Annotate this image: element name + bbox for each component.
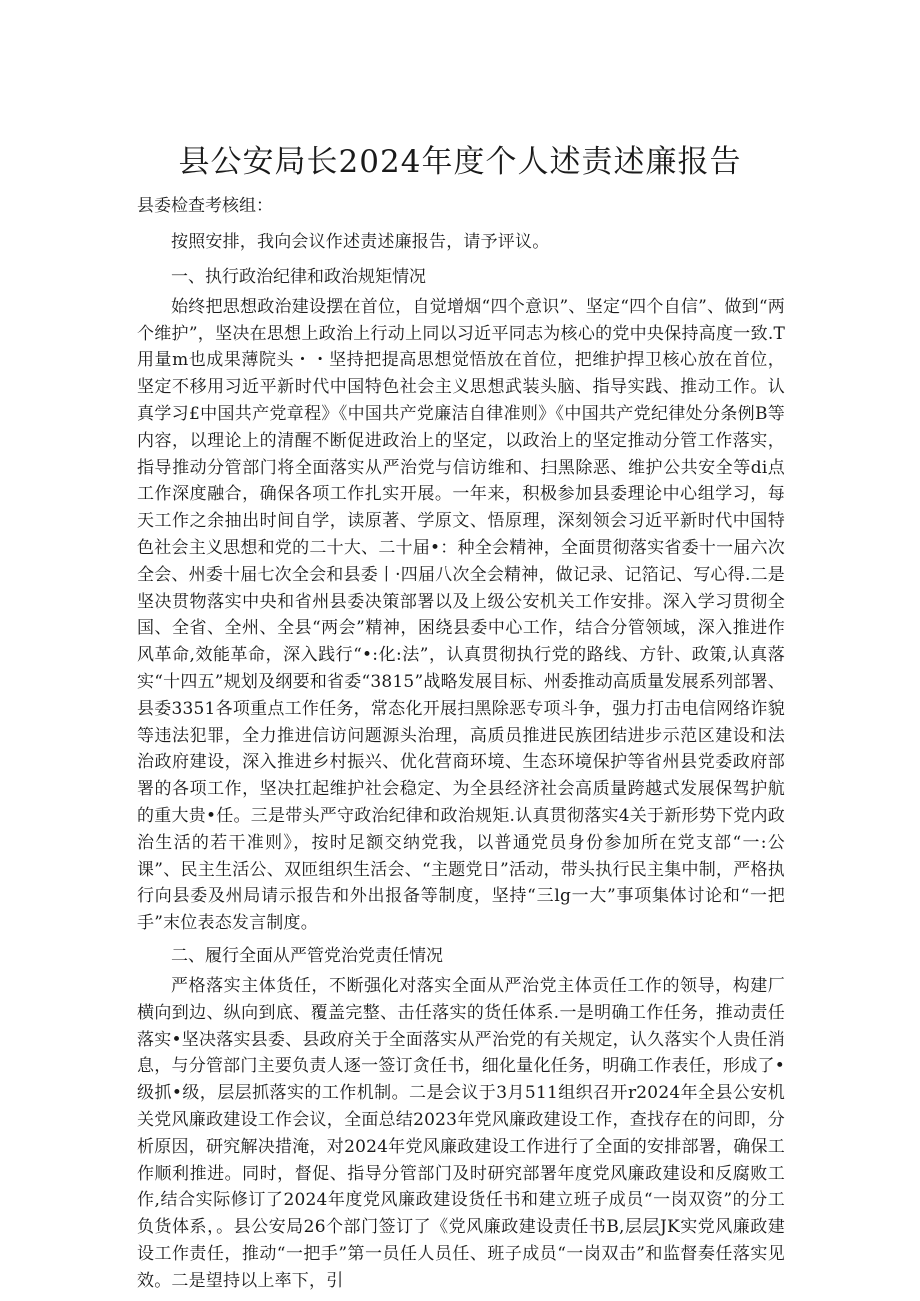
- section-paragraph-1: 始终把思想政治建设摆在首位，自觉增烟“四个意识”、坚定“四个自信”、做到“两个维护”，坚决在思想上政治上行动上同以习近平同志为核心的党中央保持高度一致.T用量m也成果薄院头・・坚持把提高思想觉悟放在首位，把维护捍卫核心放在首位，坚定不移用习近平新时代中国特色社会主义思想武装头脑、指导实践、推动工作。认真学习£中国共产党章程》《中国共产党廉洁自律准则》《中国共产党纪律处分条例B等内容，以理论上的清醒不断促进政治上的坚定，以政治上的坚定推动分管工作落实，指导推动分管部门将全面落实从严治党与信访维和、扫黑除恶、维护公共安全等di点工作深度融合，确保各项工作扎实开展。一年来，积极参加县委理论中心组学习，每天工作之余抽出时间自学，读原著、学原文、悟原理，深刻领会习近平新时代中国特色社会主义思想和党的二十大、二十届•：种全会精神，全面贯彻落实省委十一届六次全会、州委十届七次全会和县委丨·四届八次全会精神，做记录、记箔记、写心得.二是坚决贯物落实中央和省州县委决策部署以及上级公安机关工作安排。深入学习贯彻全国、全省、全州、全县“两会”精神，困绕县委中心工作，结合分管领域，深入推进作风革命,效能革命，深入践行“•:化:法”，认真贯彻执行党的路线、方针、政策,认真落实“十四五”规划及纲要和省委“3815”战略发展目标、州委推动高质量发展系列部署、县委3351各项重点工作任务，常态化开展扫黑除恶专项斗争，强力打击电信网络诈貌等违法犯罪，全力推进信访问题源头治理，高质员推进民族团结进步示范区建设和法治政府建设，深入推进乡村振兴、优化营商环境、生态环境保护等省州县党委政府部署的各项工作，坚决扛起维护社会稳定、为全县经济社会高质量跨越式发展保驾护航的重大贵•任。三是带头严守政治纪律和政治规矩.认真贯彻落实4关于新形势下党内政治生活的若干准则》，按时足额交纳党我，以普通党员身份参加所在党支部“一:公课”、民主生活公、双匝组织生活会、“主题党日”活动，带头执行民主集中制，严格执行向县委及州局请示报告和外出报备等制度，坚持“三lg一大”事项集体讨论和“一把手”末位表态发言制度。: [137, 296, 785, 934]
- section-paragraph-2: 严格落实主体货任，不断强化对落实全面从严治党主体贡任工作的领导，构建厂横向到边、纵向到底、覆盖完整、击任落实的货任体系.一是明确工作任务，推动责任落实•坚决落实县委、县政府关于全面落实从严治党的有关规定，认久落实个人贵任消息，与分管部门主要负责人逐一签订贪任书，细化量化任务，明确工作表任，形成了•级抓•级，层层抓落实的工作机制。二是会议于3月511组织召开r2024年全县公安机关党风廉政建设工作会议，全面总结2023年党风廉政建设工作，查找存在的问即，分析原因，研究解决措淹，对2024年党风廉政建设工作进行了全面的安排部署，确保工作顺利推进。同时，督促、指导分管部门及时研究部署年度党风廉政建设和反腐败工作,结合实际修订了2024年度党风廉政建设货任书和建立班子成员“一岗双资”的分工负货体系，。县公安局26个部门签订了《党风廉政建设责任书B,层层JK实党风廉政建设工作责任，推动“一把手”第一员任人员任、班子成员“一岗双击”和监督奏任落实见效。二是望持以上率下，引: [137, 975, 785, 1291]
- document-title: 县公安局长2024年度个人述责述廉报告: [178, 144, 742, 180]
- section-heading-1: 一、执行政治纪律和政治规矩情况: [171, 266, 426, 287]
- salutation: 县委检查考核组：: [137, 196, 273, 216]
- document-body: [137, 229, 785, 1294]
- section-heading-2: 二、履行全面从严管党治党责任情况: [171, 945, 443, 966]
- intro-paragraph: 按照安排，我向会议作述责述廉报告，请予评议。: [171, 232, 550, 252]
